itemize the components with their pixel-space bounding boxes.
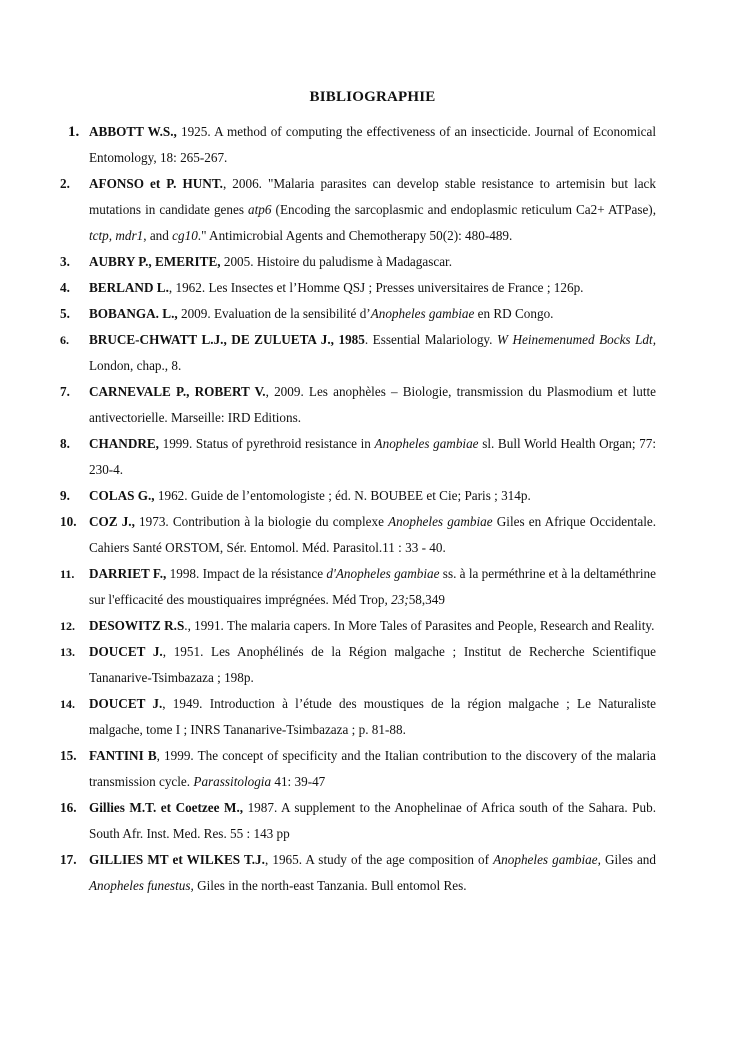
reference-item: 6. BRUCE-CHWATT L.J., DE ZULUETA J., 1985. Essential Malariology. W Heinemenumed Bocks Ldt, London, chap., 8. xyxy=(60,327,656,379)
reference-number: 2. xyxy=(60,176,70,191)
reference-number: 4. xyxy=(60,280,70,295)
reference-number: 8. xyxy=(60,436,70,451)
reference-item: 11. DARRIET F., 1998. Impact de la résistance d'Anopheles gambiae ss. à la perméthrine et à la deltaméthrine sur l'efficacité des moustiquaires imprégnées. Méd Trop, 23;58,349 xyxy=(60,561,656,613)
reference-author: FANTINI B xyxy=(89,748,157,763)
reference-author: COLAS G., xyxy=(89,488,155,503)
reference-author: DARRIET F., xyxy=(89,566,167,581)
reference-item: 15. FANTINI B, 1999. The concept of specificity and the Italian contribution to the discovery of the malaria transmission cycle. Parassitologia 41: 39-47 xyxy=(60,743,656,795)
reference-item: 10. COZ J., 1973. Contribution à la biologie du complexe Anopheles gambiae Giles en Afrique Occidentale. Cahiers Santé ORSTOM, Sér. Entomol. Méd. Parasitol.11 : 33 - 40. xyxy=(60,509,656,561)
reference-author: CARNEVALE P., ROBERT V. xyxy=(89,384,266,399)
reference-number: 1. xyxy=(68,124,80,140)
reference-author: GILLIES MT et WILKES T.J. xyxy=(89,852,265,867)
reference-item: 7. CARNEVALE P., ROBERT V., 2009. Les anophèles – Biologie, transmission du Plasmodium et lutte antivectorielle. Marseille: IRD Editions. xyxy=(60,379,656,431)
reference-author: CHANDRE, xyxy=(89,436,159,451)
reference-number: 3. xyxy=(60,254,70,269)
reference-number: 10. xyxy=(60,514,77,529)
reference-author: COZ J., xyxy=(89,514,135,529)
reference-number: 17. xyxy=(60,852,77,867)
reference-item: 17. GILLIES MT et WILKES T.J., 1965. A study of the age composition of Anopheles gambiae, Giles and Anopheles funestus, Giles in the north-east Tanzania. Bull entomol Res. xyxy=(60,847,656,899)
reference-item: 12. DESOWITZ R.S., 1991. The malaria capers. In More Tales of Parasites and People, Research and Reality. xyxy=(60,613,656,639)
reference-number: 9. xyxy=(60,488,70,503)
reference-list xyxy=(60,119,656,899)
reference-author: AUBRY P., EMERITE, xyxy=(89,254,221,269)
reference-author: AFONSO et P. HUNT. xyxy=(89,176,223,191)
page-title: BIBLIOGRAPHIE xyxy=(309,89,436,105)
reference-item: 8. CHANDRE, 1999. Status of pyrethroid resistance in Anopheles gambiae sl. Bull World Health Organ; 77: 230-4. xyxy=(60,431,656,483)
reference-author: DESOWITZ R.S xyxy=(89,618,185,633)
reference-number: 16. xyxy=(60,800,77,815)
reference-number: 14. xyxy=(60,697,75,711)
reference-author: DOUCET J. xyxy=(89,696,163,711)
reference-item: 4. BERLAND L., 1962. Les Insectes et l’Homme QSJ ; Presses universitaires de France ; 126p. xyxy=(60,275,656,301)
reference-author: BOBANGA. L., xyxy=(89,306,178,321)
reference-number: 6. xyxy=(60,333,69,347)
reference-item: 16. Gillies M.T. et Coetzee M., 1987. A supplement to the Anophelinae of Africa south of the Sahara. Pub. South Afr. Inst. Med. Res. 55 : 143 pp xyxy=(60,795,656,847)
reference-item: 14. DOUCET J., 1949. Introduction à l’étude des moustiques de la région malgache ; Le Naturaliste malgache, tome I ; INRS Tananarive-Tsimbazaza ; p. 81-88. xyxy=(60,691,656,743)
reference-number: 11. xyxy=(60,567,75,581)
reference-number: 12. xyxy=(60,619,75,633)
reference-number: 15. xyxy=(60,748,77,763)
reference-item: 1. ABBOTT W.S., 1925. A method of computing the effectiveness of an insecticide. Journal of Economical Entomology, 18: 265-267. xyxy=(60,119,656,171)
reference-item: 13. DOUCET J., 1951. Les Anophélinés de la Région malgache ; Institut de Recherche Scientifique Tananarive-Tsimbazaza ; 198p. xyxy=(60,639,656,691)
reference-number: 5. xyxy=(60,306,70,321)
reference-number: 7. xyxy=(60,384,70,399)
reference-author: Gillies M.T. et Coetzee M., xyxy=(89,800,244,815)
reference-author: BRUCE-CHWATT L.J., DE ZULUETA J., 1985 xyxy=(89,332,365,347)
reference-item: 9. COLAS G., 1962. Guide de l’entomologiste ; éd. N. BOUBEE et Cie; Paris ; 314p. xyxy=(60,483,656,509)
reference-author: BERLAND L. xyxy=(89,280,169,295)
reference-number: 13. xyxy=(60,645,75,659)
reference-item: 3. AUBRY P., EMERITE, 2005. Histoire du paludisme à Madagascar. xyxy=(60,249,656,275)
reference-item: 2. AFONSO et P. HUNT., 2006. "Malaria parasites can develop stable resistance to artemisin but lack mutations in candidate genes atp6 (Encoding the sarcoplasmic and endoplasmic reticulum Ca2+ ATPase), tctp, mdr1, and cg10." Antimicrobial Agents and Chemotherapy 50(2): 480-489. xyxy=(60,171,656,249)
reference-item: 5. BOBANGA. L., 2009. Evaluation de la sensibilité d’Anopheles gambiae en RD Congo. xyxy=(60,301,656,327)
reference-author: DOUCET J. xyxy=(89,644,163,659)
reference-author: ABBOTT W.S., xyxy=(89,124,177,139)
